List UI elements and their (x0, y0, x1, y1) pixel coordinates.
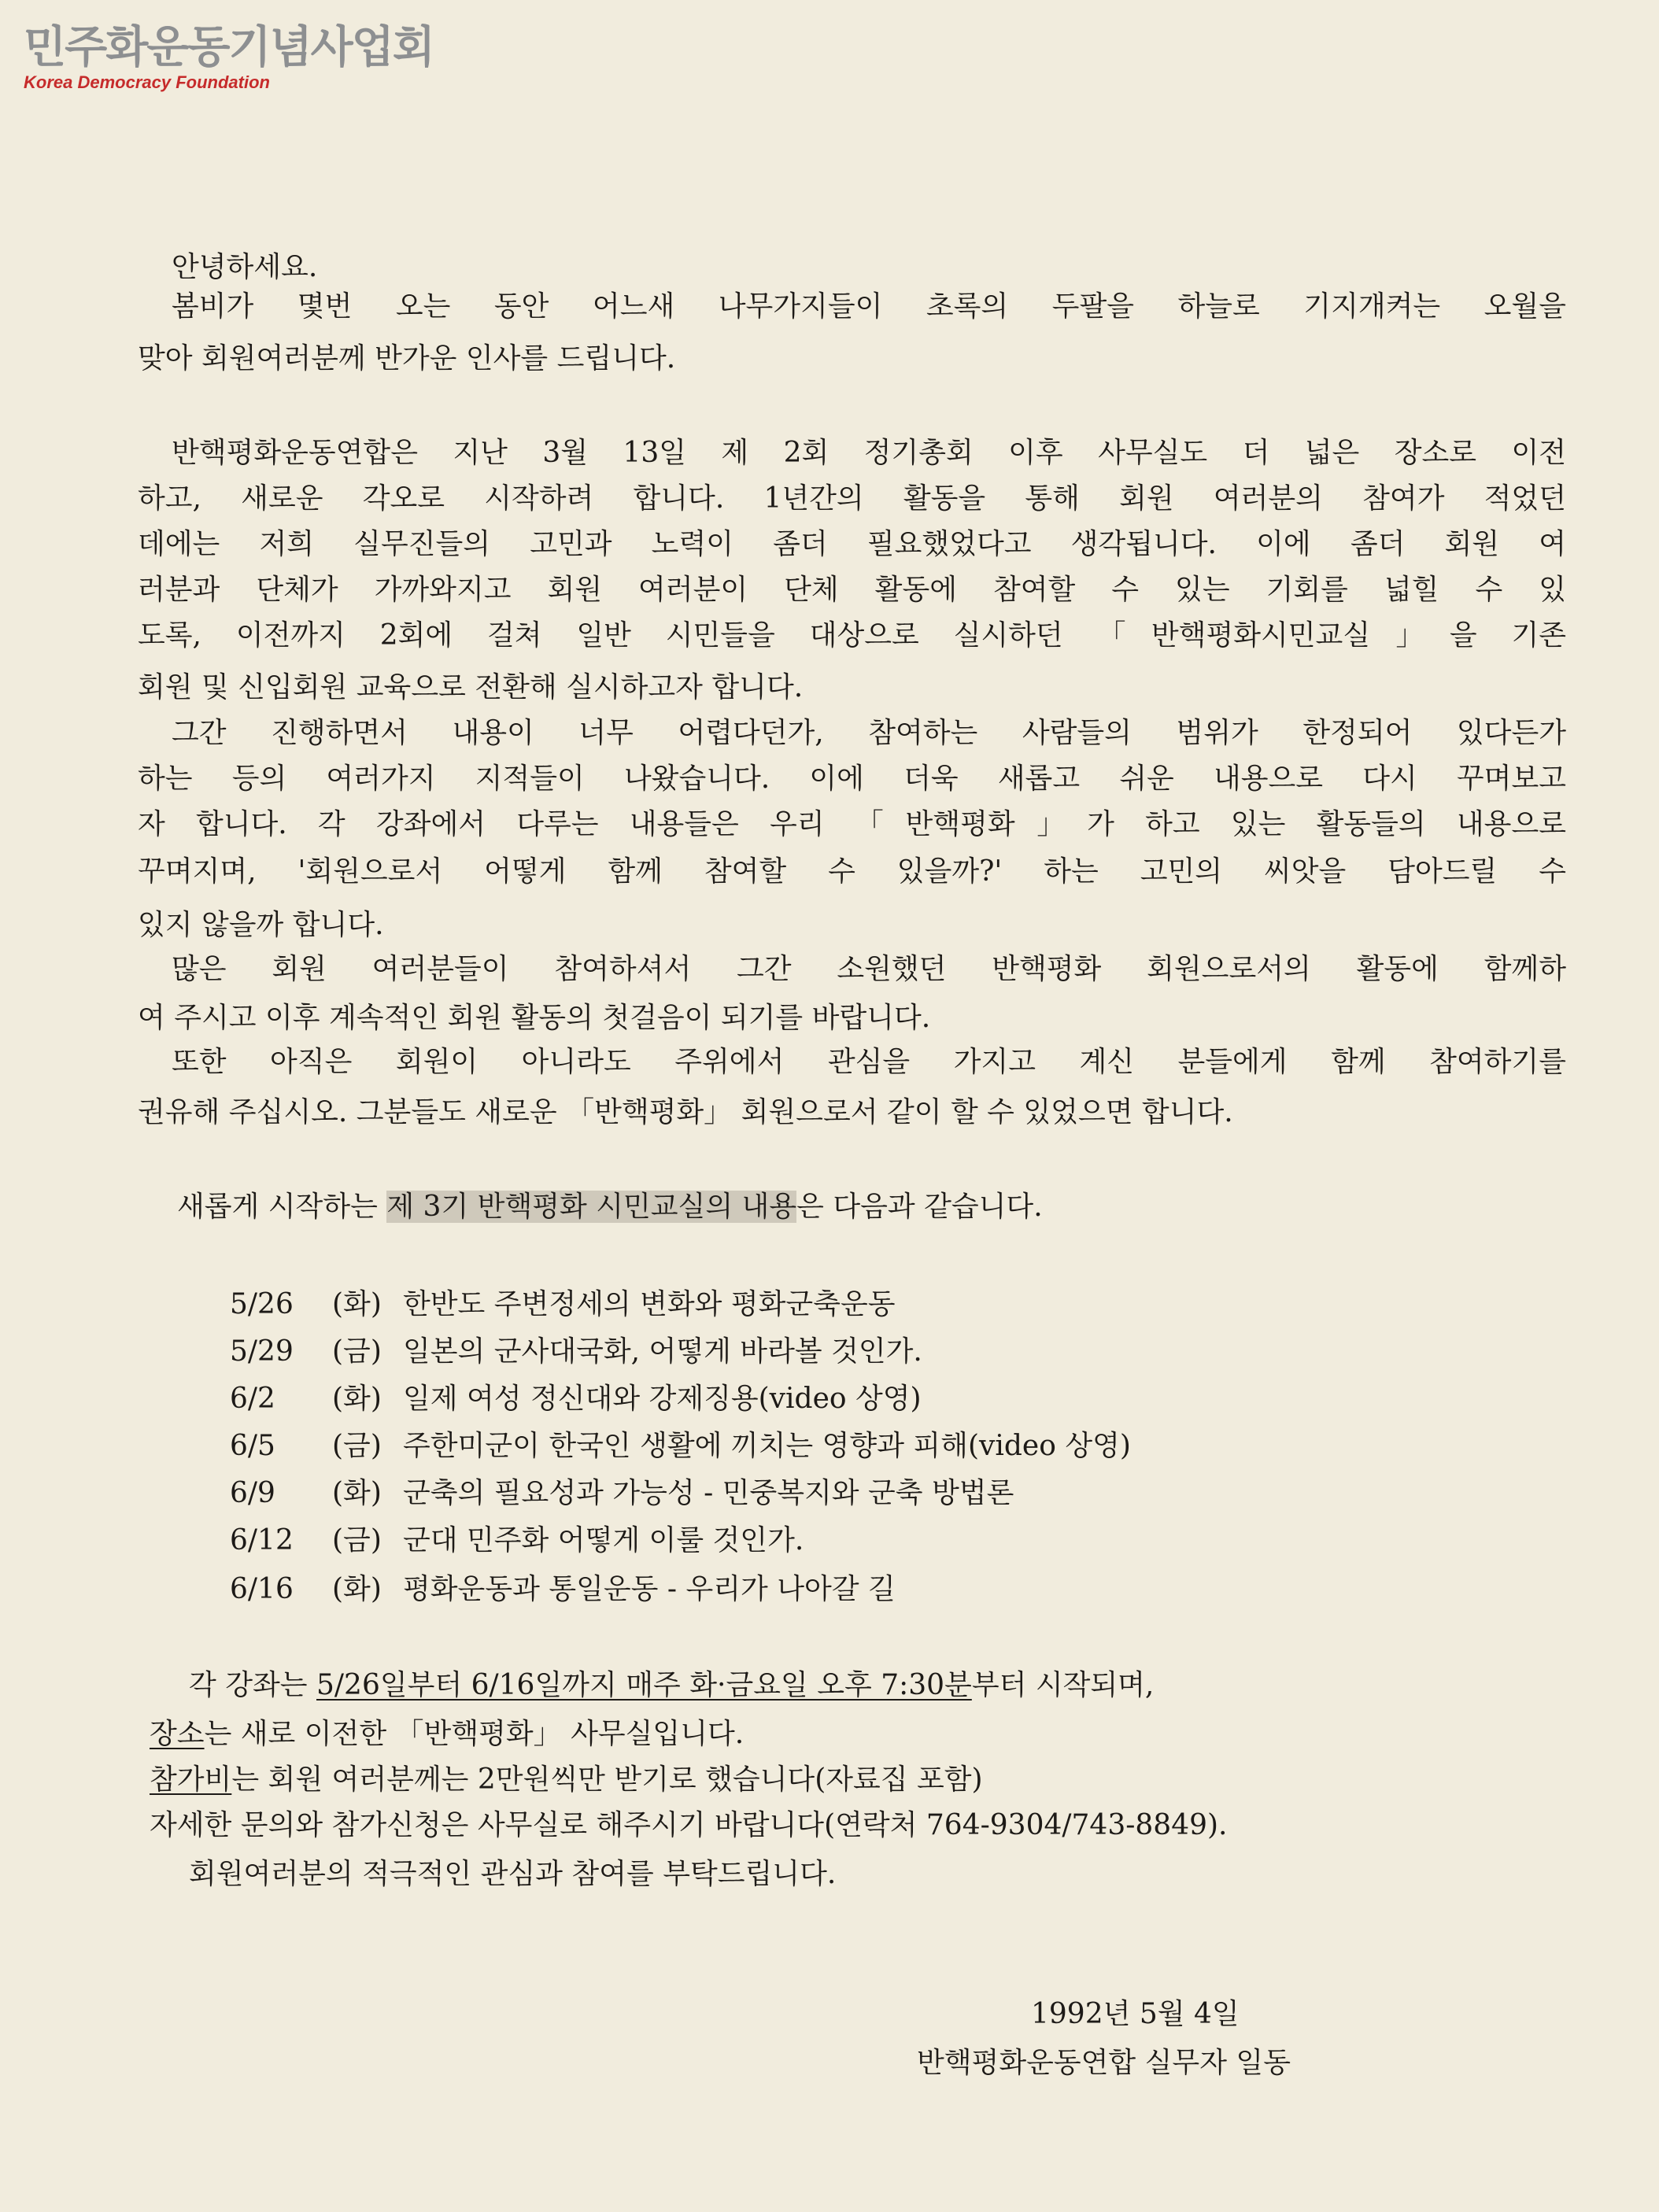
place-text: 는 새로 이전한 「반핵평화」 사무실입니다. (204, 1718, 745, 1750)
lecture-day: (금) (332, 1524, 382, 1557)
p3-line: 꾸며지며, '회원으로서 어떻게 함께 참여할 수 있을까?' 하는 고민의 씨앗을 담아드릴 수 (138, 855, 1566, 888)
lecture-title: 주한미군이 한국인 생활에 끼치는 영향과 피해(video 상영) (403, 1430, 1131, 1462)
fee-label: 참가비 (150, 1763, 232, 1796)
lecture-date: 6/5 (230, 1430, 275, 1462)
p4-line: 여 주시고 이후 계속적인 회원 활동의 첫걸음이 되기를 바랍니다. (138, 1002, 931, 1034)
intro-text: 새롭게 시작하는 (177, 1191, 387, 1223)
place-label: 장소 (150, 1718, 205, 1750)
lecture-date: 6/9 (230, 1477, 275, 1509)
intro-text: 은 다음과 같습니다. (796, 1191, 1043, 1223)
lecture-day: (화) (332, 1573, 382, 1605)
p1-line: 맞아 회원여러분께 반가운 인사를 드립니다. (138, 342, 676, 375)
lecture-item (230, 1572, 896, 1607)
lecture-title: 일제 여성 정신대와 강제징용(video 상영) (403, 1383, 922, 1415)
lecture-date: 6/12 (230, 1524, 294, 1557)
p2-line: 데에는 저희 실무진들의 고민과 노력이 좀더 필요했었다고 생각됩니다. 이에 좀더 회원 여 (138, 528, 1566, 560)
letter-sender: 반핵평화운동연합 실무자 일동 (917, 2047, 1291, 2079)
schedule-dates: 5/26일부터 6/16일까지 매주 화·금요일 오후 7:30분 (316, 1669, 972, 1701)
p3-line: 자 합니다. 각 강좌에서 다루는 내용들은 우리 「반핵평화」가 하고 있는 활동들의 내용으로 (138, 808, 1566, 840)
place-line (150, 1717, 744, 1752)
lecture-date: 6/2 (230, 1383, 275, 1415)
logo-english: Korea Democracy Foundation (24, 72, 270, 92)
p2-line: 하고, 새로운 각오로 시작하려 합니다. 1년간의 활동을 통해 회원 여러분의 참여가 적었던 (138, 482, 1566, 515)
schedule-line (189, 1668, 1154, 1703)
p2-line: 회원 및 신입회원 교육으로 전환해 실시하고자 합니다. (138, 671, 804, 703)
p2-line: 반핵평화운동연합은 지난 3월 13일 제 2회 정기총회 이후 사무실도 더 넓은 장소로 이전 (172, 437, 1566, 469)
schedule-prefix: 각 강좌는 (189, 1669, 316, 1701)
p3-line: 하는 등의 여러가지 지적들이 나왔습니다. 이에 더욱 새롭고 쉬운 내용으로 다시 꾸며보고 (138, 763, 1566, 795)
p2-line: 도록, 이전까지 2회에 걸쳐 일반 시민들을 대상으로 실시하던 「반핵평화시민교실」을 기존 (138, 619, 1566, 652)
lecture-day: (화) (332, 1477, 382, 1509)
lecture-item (230, 1476, 1014, 1511)
lecture-date: 5/26 (230, 1288, 294, 1320)
lecture-date: 5/29 (230, 1335, 294, 1368)
greeting: 안녕하세요. (172, 251, 318, 283)
lecture-item (230, 1382, 922, 1416)
lecture-item (230, 1287, 896, 1322)
lecture-day: (금) (332, 1430, 382, 1462)
closing-line: 회원여러분의 적극적인 관심과 참여를 부탁드립니다. (189, 1858, 837, 1890)
lecture-title: 평화운동과 통일운동 - 우리가 나아갈 길 (403, 1573, 896, 1605)
lecture-day: (금) (332, 1335, 382, 1368)
p5-line: 또한 아직은 회원이 아니라도 주위에서 관심을 가지고 계신 분들에게 함께 참여하기를 (172, 1046, 1566, 1078)
lecture-day: (화) (332, 1288, 382, 1320)
inquiry-line: 자세한 문의와 참가신청은 사무실로 해주시기 바랍니다(연락처 764-9304/743-8849). (150, 1809, 1228, 1841)
lecture-item (230, 1523, 804, 1558)
lecture-title: 일본의 군사대국화, 어떻게 바라볼 것인가. (403, 1335, 922, 1368)
lecture-day: (화) (332, 1383, 382, 1415)
lecture-intro (177, 1190, 1043, 1224)
p1-line: 봄비가 몇번 오는 동안 어느새 나무가지들이 초록의 두팔을 하늘로 기지개켜는 오월을 (172, 290, 1566, 323)
p4-line: 많은 회원 여러분들이 참여하셔서 그간 소원했던 반핵평화 회원으로서의 활동에 함께하 (172, 953, 1566, 985)
lecture-item (230, 1335, 922, 1369)
lecture-item (230, 1429, 1131, 1464)
p3-line: 있지 않을까 합니다. (138, 909, 384, 941)
letter-date: 1992년 5월 4일 (1031, 1998, 1240, 2030)
fee-text: 는 회원 여러분께는 2만원씩만 받기로 했습니다(자료집 포함) (231, 1763, 983, 1796)
p2-line: 러분과 단체가 가까와지고 회원 여러분이 단체 활동에 참여할 수 있는 기회를 넓힐 수 있 (138, 574, 1566, 606)
logo-korean: 민주화운동기념사업회 (24, 22, 434, 73)
p5-line: 권유해 주십시오. 그분들도 새로운 「반핵평화」 회원으로서 같이 할 수 있었으면 합니다. (138, 1096, 1233, 1128)
foundation-logo (24, 24, 434, 93)
lecture-date: 6/16 (230, 1573, 294, 1605)
lecture-title: 군축의 필요성과 가능성 - 민중복지와 군축 방법론 (403, 1477, 1014, 1509)
intro-highlight: 제 3기 반핵평화 시민교실의 내용 (386, 1191, 797, 1223)
fee-line (150, 1763, 983, 1797)
schedule-suffix: 부터 시작되며, (971, 1669, 1155, 1701)
p3-line: 그간 진행하면서 내용이 너무 어렵다던가, 참여하는 사람들의 범위가 한정되어 있다든가 (172, 717, 1566, 749)
lecture-title: 한반도 주변정세의 변화와 평화군축운동 (403, 1288, 896, 1320)
lecture-title: 군대 민주화 어떻게 이룰 것인가. (403, 1524, 804, 1557)
